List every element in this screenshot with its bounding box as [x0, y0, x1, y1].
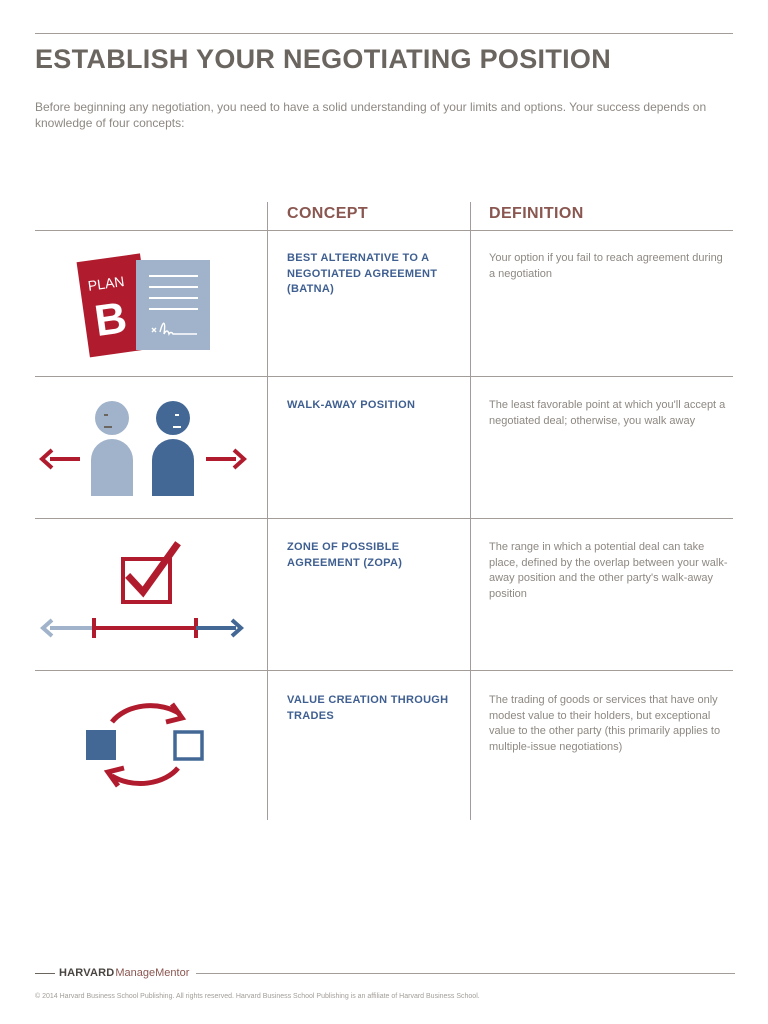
copyright-notice: © 2014 Harvard Business School Publishing. All rights reserved. Harvard Business School Publishing is an affiliate of Harvard Business School. [35, 993, 480, 1000]
concept-walk-away: WALK-AWAY POSITION [287, 399, 416, 411]
definition-zopa: The range in which a potential deal can take place, defined by the overlap between your walk-away position and the other party's walk-away position [489, 541, 728, 600]
walk-away-people-icon [38, 398, 250, 500]
value-exchange-cycle-icon [82, 694, 212, 796]
definition-batna: Your option if you fail to reach agreement during a negotiation [489, 252, 723, 280]
row-divider [35, 376, 733, 377]
definition-walk-away: The least favorable point at which you'll accept a negotiated deal; otherwise, you walk away [489, 399, 726, 427]
zopa-checkmark-range-icon [40, 540, 246, 644]
harvard-managementor-logo [35, 966, 189, 980]
concept-zopa: ZONE OF POSSIBLE AGREEMENT (ZOPA) [287, 541, 403, 569]
logo-managementor: ManageMentor [115, 967, 190, 979]
column-divider-1 [267, 202, 268, 820]
row-divider [35, 518, 733, 519]
intro-paragraph: Before beginning any negotiation, you need to have a solid understanding of your limits and options. Your success depends on knowledge of four concepts: [35, 100, 707, 130]
logo-harvard: HARVARD [59, 967, 115, 979]
footer-rule [196, 973, 735, 974]
row-divider [35, 230, 733, 231]
column-divider-2 [470, 202, 471, 820]
top-rule [35, 33, 733, 34]
column-header-concept: CONCEPT [287, 205, 369, 222]
plan-label: PLAN [86, 272, 126, 294]
logo-dash [35, 973, 55, 974]
concept-batna: BEST ALTERNATIVE TO A NEGOTIATED AGREEMENT (BATNA) [287, 252, 438, 295]
definition-value-creation: The trading of goods or services that have only modest value to their holders, but exceptional value to the other party (this primarily applies to multiple-issue negotiations) [489, 694, 721, 753]
b-label: B [91, 293, 130, 347]
column-header-definition: DEFINITION [489, 205, 584, 222]
plan-b-document-icon [70, 244, 220, 362]
row-divider [35, 670, 733, 671]
concept-value-creation: VALUE CREATION THROUGH TRADES [287, 694, 449, 722]
page-title: ESTABLISH YOUR NEGOTIATING POSITION [35, 44, 612, 74]
